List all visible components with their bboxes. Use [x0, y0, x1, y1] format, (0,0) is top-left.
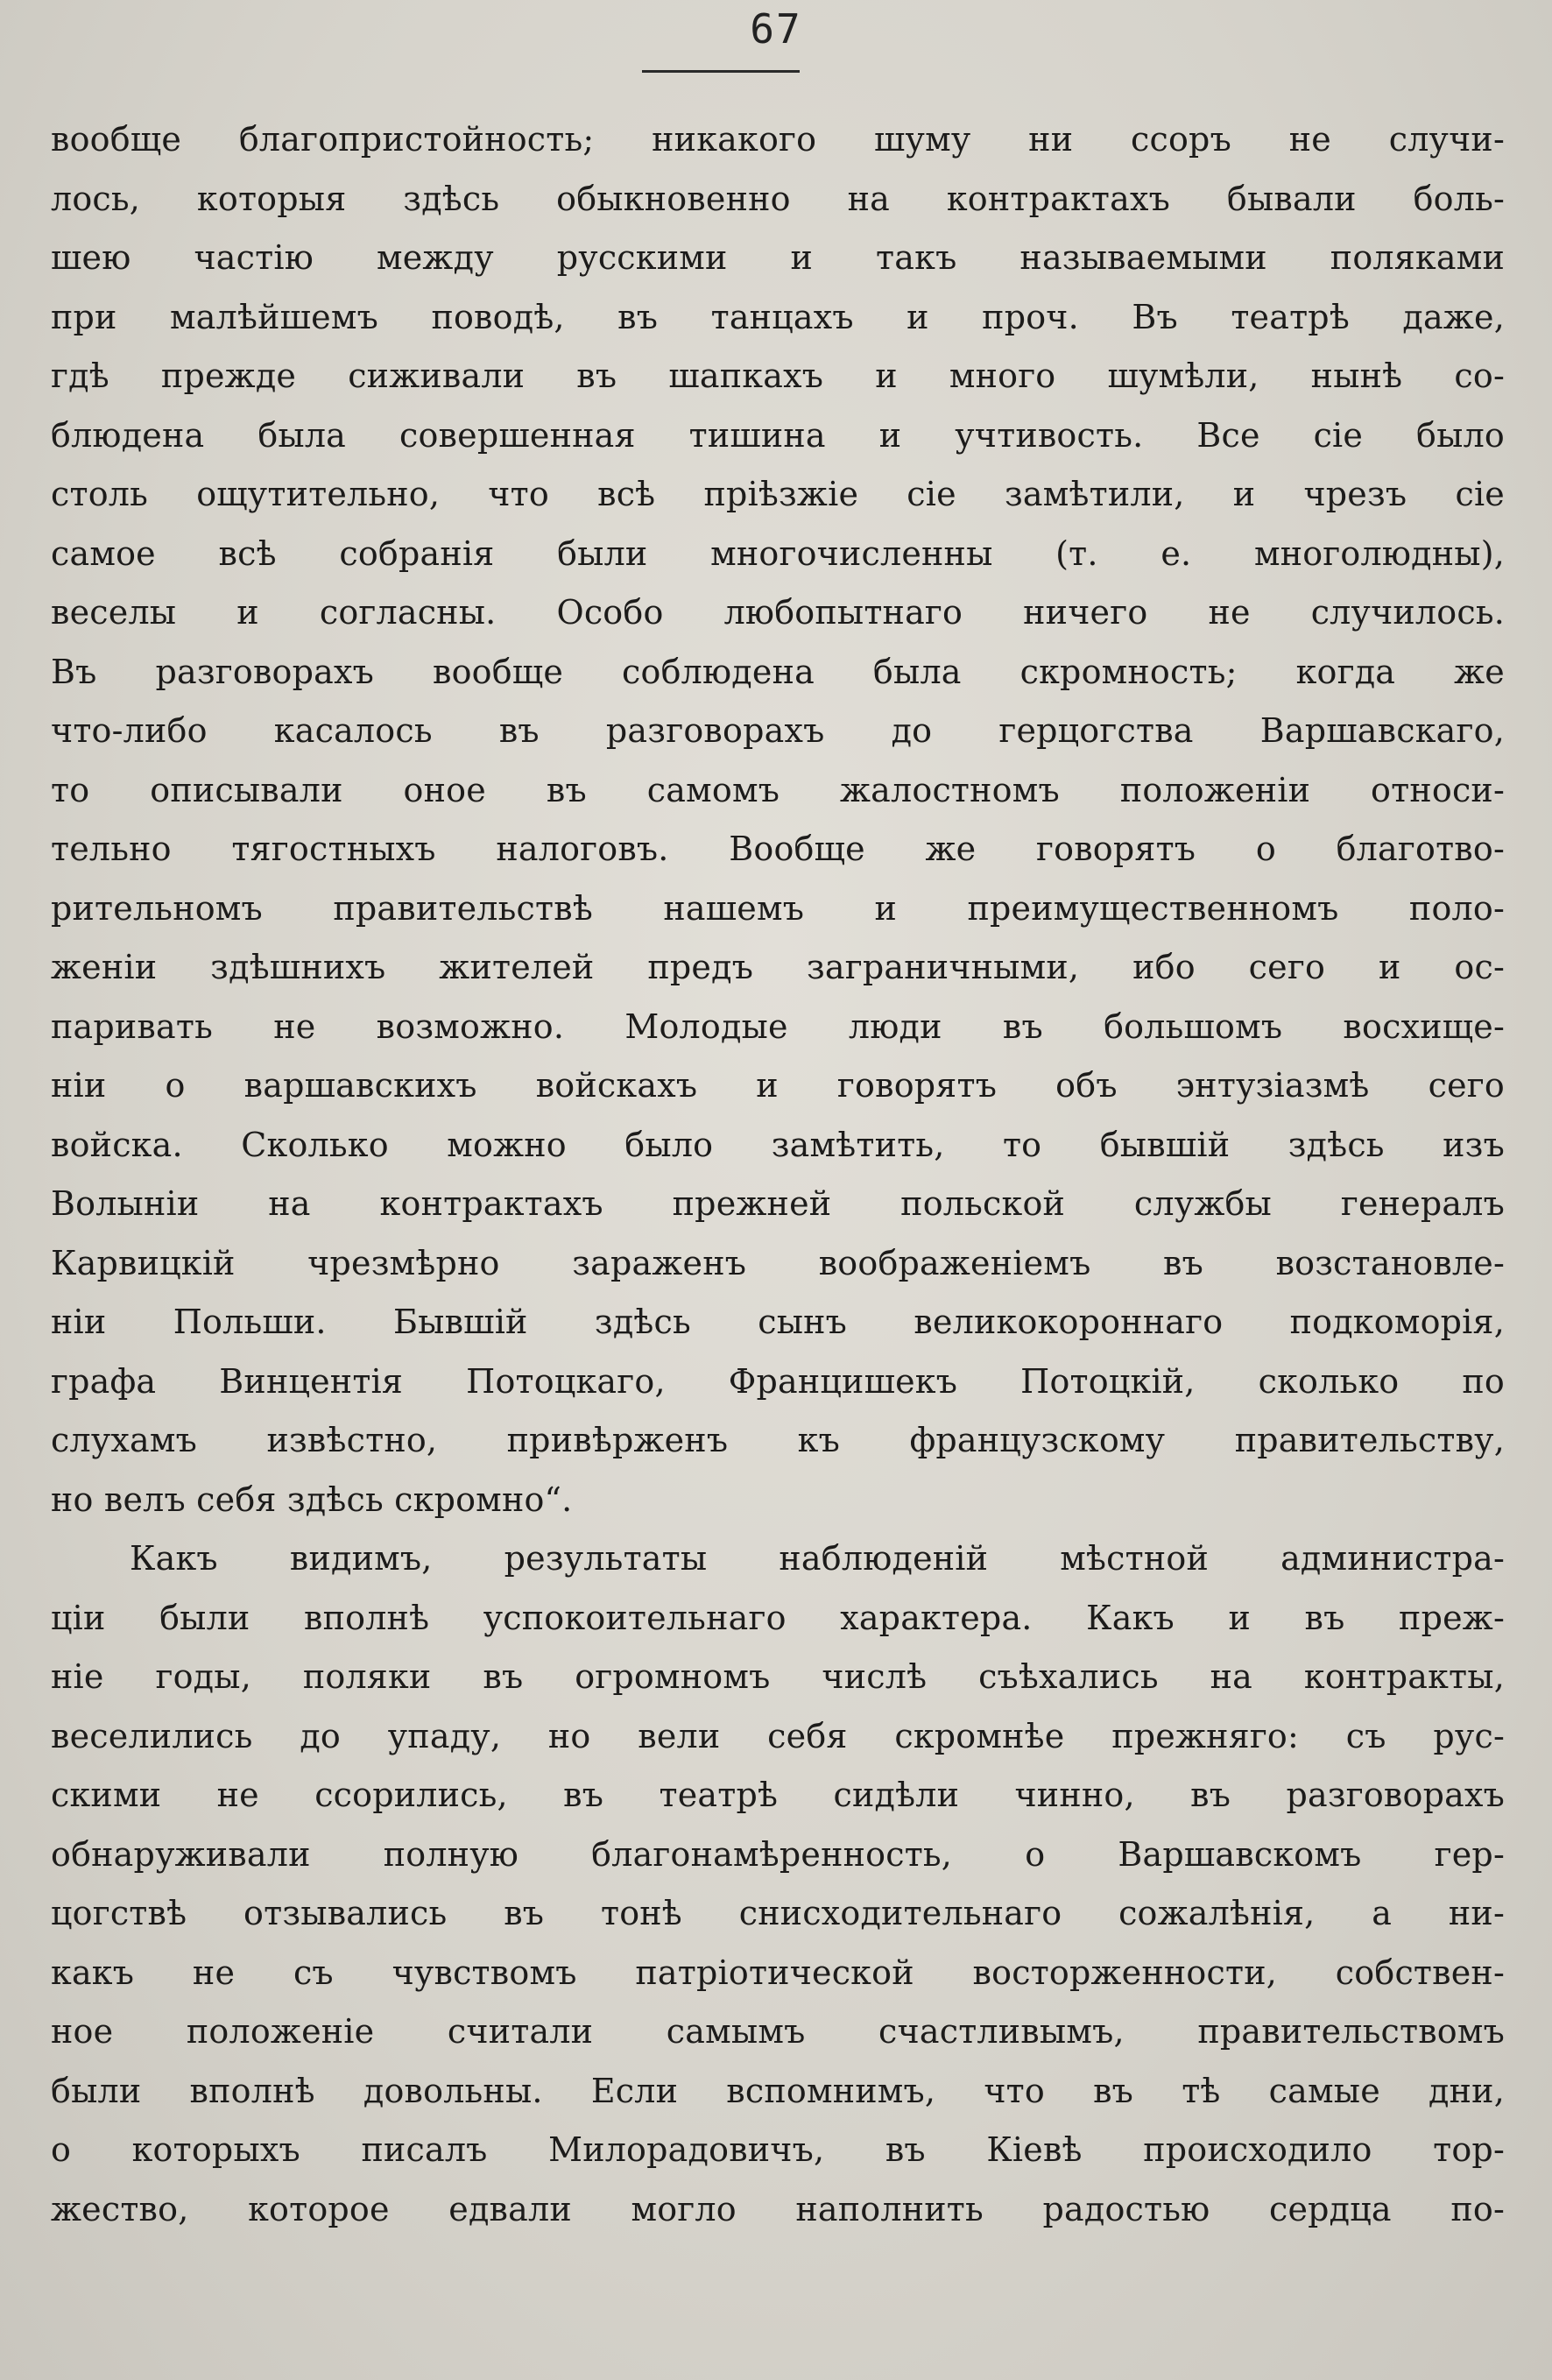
text-line: обнаруживали полную благонамѣренность, о Варшавскомъ гер- — [51, 1834, 1505, 1874]
text-line: ціи были вполнѣ успокоительнаго характера. Какъ и въ преж- — [51, 1598, 1505, 1637]
text-line: Въ разговорахъ вообще соблюдена была скромность; когда же — [51, 652, 1505, 691]
body-text — [51, 110, 1505, 2239]
text-line: тельно тягостныхъ налоговъ. Вообще же говорятъ о благотво- — [51, 830, 1505, 868]
text-line: лось, которыя здѣсь обыкновенно на контрактахъ бывали боль- — [51, 179, 1505, 218]
text-line: паривать не возможно. Молодые люди въ большомъ восхище- — [51, 1006, 1505, 1046]
text-line: шею частію между русскими и такъ называемыми поляками — [51, 238, 1505, 277]
text-line: были вполнѣ довольны. Если вспомнимъ, что въ тѣ самые дни, — [51, 2071, 1505, 2110]
text-line: вообще благопристойность; никакого шуму ни ссоръ не случи- — [51, 120, 1505, 159]
text-line: слухамъ извѣстно, привѣрженъ къ французскому правительству, — [51, 1421, 1505, 1459]
paragraph-start-line: Какъ видимъ, результаты наблюденій мѣстной администра- — [130, 1539, 1505, 1578]
page-number: 67 — [750, 5, 802, 53]
header-rule — [642, 70, 800, 73]
text-line: что-либо касалось въ разговорахъ до герцогства Варшавскаго, — [51, 711, 1505, 750]
page-header — [0, 5, 1552, 53]
text-line: какъ не съ чувствомъ патріотической восторженности, собствен- — [51, 1953, 1505, 1992]
text-line: Волыніи на контрактахъ прежней польской службы генералъ — [51, 1184, 1505, 1223]
text-line: Карвицкій чрезмѣрно зараженъ воображеніемъ въ возстановле- — [51, 1243, 1505, 1282]
text-line: ное положеніе считали самымъ счастливымъ, правительствомъ — [51, 2012, 1505, 2051]
text-line: столь ощутительно, что всѣ пріѣзжіе сіе замѣтили, и чрезъ сіе — [51, 475, 1505, 513]
text-line: о которыхъ писалъ Милорадовичъ, въ Кіевѣ происходило тор- — [51, 2130, 1505, 2169]
text-line: ніе годы, поляки въ огромномъ числѣ съѣхались на контракты, — [51, 1657, 1505, 1696]
text-line: самое всѣ собранія были многочисленны (т. е. многолюдны), — [51, 533, 1505, 573]
text-line: жество, которое едвали могло наполнить радостью сердца по- — [51, 2189, 1505, 2228]
text-line: при малѣйшемъ поводѣ, въ танцахъ и проч. Въ театрѣ даже, — [51, 297, 1505, 336]
text-line: веселились до упаду, но вели себя скромнѣе прежняго: съ рус- — [51, 1716, 1505, 1755]
text-line: войска. Сколько можно было замѣтить, то бывшій здѣсь изъ — [51, 1125, 1505, 1164]
text-line: веселы и согласны. Особо любопытнаго ничего не случилось. — [51, 593, 1505, 632]
text-line: цогствѣ отзывались въ тонѣ снисходительнаго сожалѣнія, а ни- — [51, 1894, 1505, 1932]
text-line: ніи Польши. Бывшій здѣсь сынъ великокороннаго подкоморія, — [51, 1303, 1505, 1341]
text-line: то описывали оное въ самомъ жалостномъ положеніи относи- — [51, 770, 1505, 809]
text-line: ніи о варшавскихъ войскахъ и говорятъ объ энтузіазмѣ сего — [51, 1066, 1505, 1105]
text-line: рительномъ правительствѣ нашемъ и преимущественномъ поло- — [51, 888, 1505, 928]
text-line: графа Винцентія Потоцкаго, Францишекъ Потоцкій, сколько по — [51, 1361, 1505, 1401]
text-line: женіи здѣшнихъ жителей предъ заграничными, ибо сего и ос- — [51, 948, 1505, 986]
text-line: скими не ссорились, въ театрѣ сидѣли чинно, въ разговорахъ — [51, 1776, 1505, 1814]
text-line: блюдена была совершенная тишина и учтивость. Все сіе было — [51, 415, 1505, 455]
text-line: но велъ себя здѣсь скромно“. — [51, 1480, 573, 1519]
text-line: гдѣ прежде сиживали въ шапкахъ и много шумѣли, нынѣ со- — [51, 357, 1505, 395]
